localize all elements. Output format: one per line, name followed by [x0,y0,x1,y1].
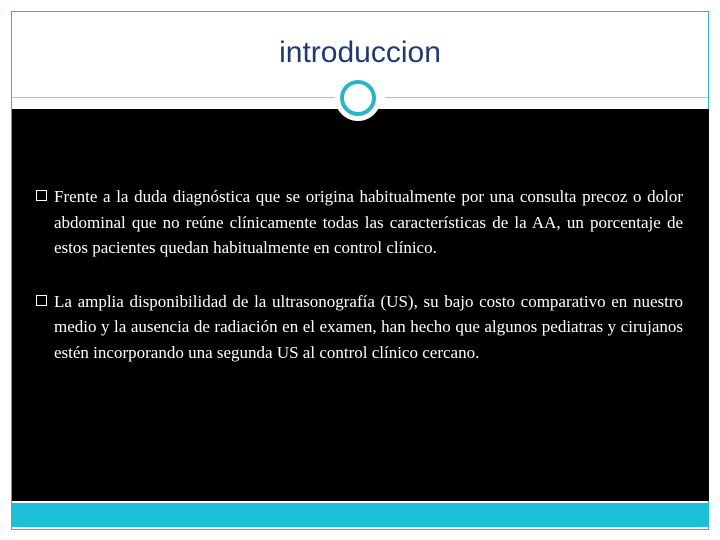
bullet-list [37,184,683,393]
title-divider-right [385,97,708,98]
bullet-text: Frente a la duda diagnóstica que se origina habitualmente por una consulta precoz o dolor abdominal que no reúne clínicamente todas las características de la AA, un porcentaje de estos pacientes quedan habitualmente en control clínico. [54,187,683,257]
bullet-item [37,289,683,366]
title-divider-left [12,97,337,98]
slide-title: introduccion [279,36,441,69]
square-bullet-icon [36,295,47,306]
square-bullet-icon [36,190,47,201]
footer-bar [12,503,709,527]
bullet-item [37,184,683,261]
circle-ring-icon [340,80,376,116]
bullet-text: La amplia disponibilidad de la ultrasonografía (US), su bajo costo comparativo en nuestro medio y la ausencia de radiación en el examen, han hecho que algunos pediatras y cirujanos estén incorporando una segunda US al control clínico cercano. [54,291,683,362]
